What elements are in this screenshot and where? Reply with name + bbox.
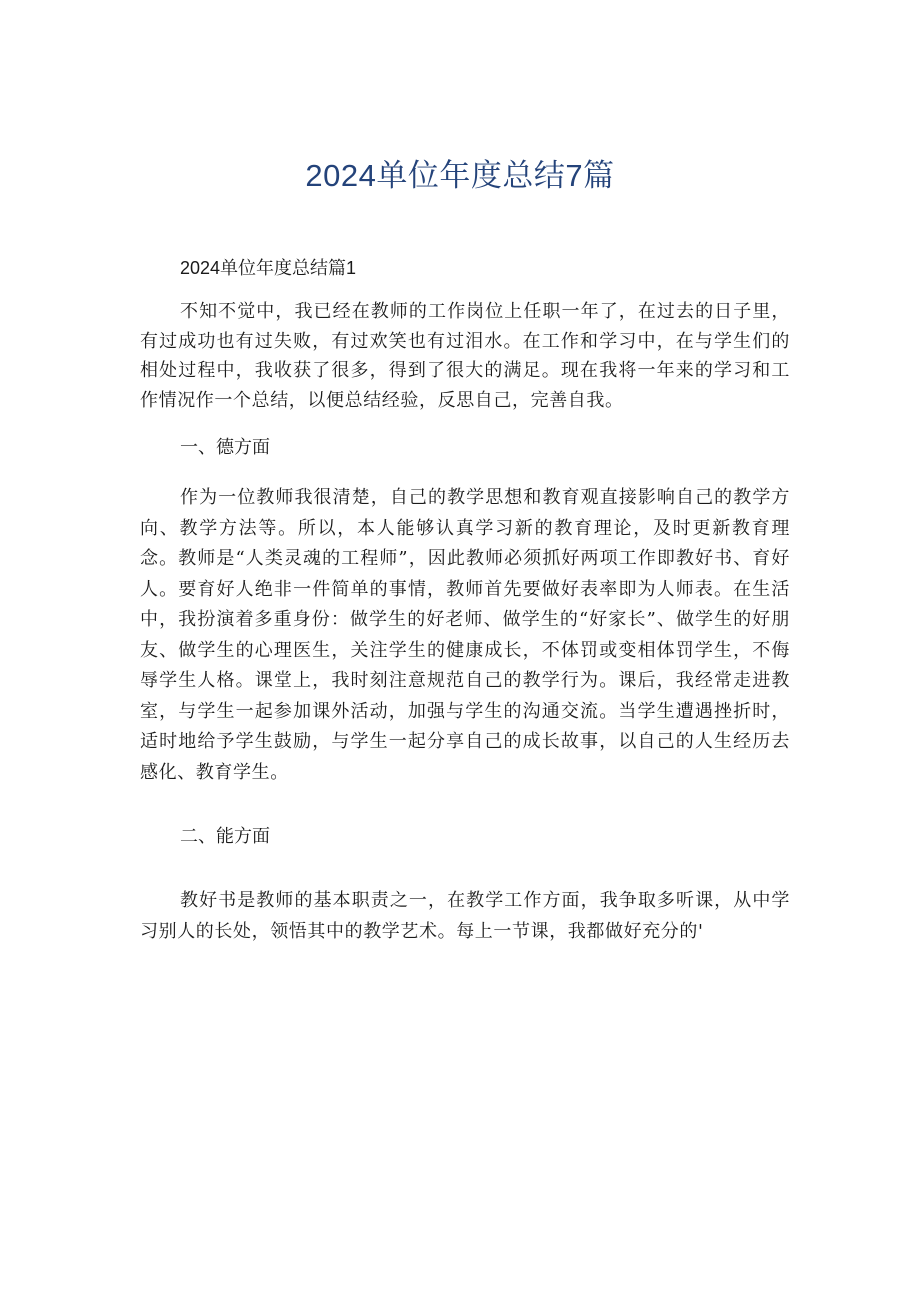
paragraph-ability: 教好书是教师的基本职责之一，在教学工作方面，我争取多听课，从中学习别人的长处，领悟其中的教学艺术。每上一节课，我都做好充分的' [140, 890, 790, 942]
paragraph-morality: 作为一位教师我很清楚，自己的教学思想和教育观直接影响自己的教学方向、教学方法等。所以，本人能够认真学习新的教育理论，及时更新教育理念。教师是“人类灵魂的工程师”，因此教师必须抓好两项工作即教好书、育好人。要育好人绝非一件简单的事情，教师首先要做好表率即为人师表。在生活中，我扮演着多重身份：做学生的好老师、做学生的“好家长”、做学生的好朋友、做学生的心理医生，关注学生的健康成长，不体罚或变相体罚学生，不侮辱学生人格。课堂上，我时刻注意规范自己的教学行为。课后，我经常走进教室，与学生一起参加课外活动，加强与学生的沟通交流。当学生遭遇挫折时，适时地给予学生鼓励，与学生一起分享自己的成长故事，以自己的人生经历去感化、教育学生。 [140, 487, 790, 783]
document-title: 2024单位年度总结7篇 [305, 158, 615, 193]
heading-morality: 一、德方面 [180, 437, 270, 458]
heading-ability: 二、能方面 [180, 826, 270, 847]
intro-paragraph: 不知不觉中，我已经在教师的工作岗位上任职一年了，在过去的日子里，有过成功也有过失败，有过欢笑也有过泪水。在工作和学习中，在与学生们的相处过程中，我收获了很多，得到了很大的满足。现在我将一年来的学习和工作情况作一个总结，以便总结经验，反思自己，完善自我。 [140, 301, 790, 411]
section-title: 2024单位年度总结篇1 [180, 258, 357, 278]
document-body [140, 253, 790, 947]
